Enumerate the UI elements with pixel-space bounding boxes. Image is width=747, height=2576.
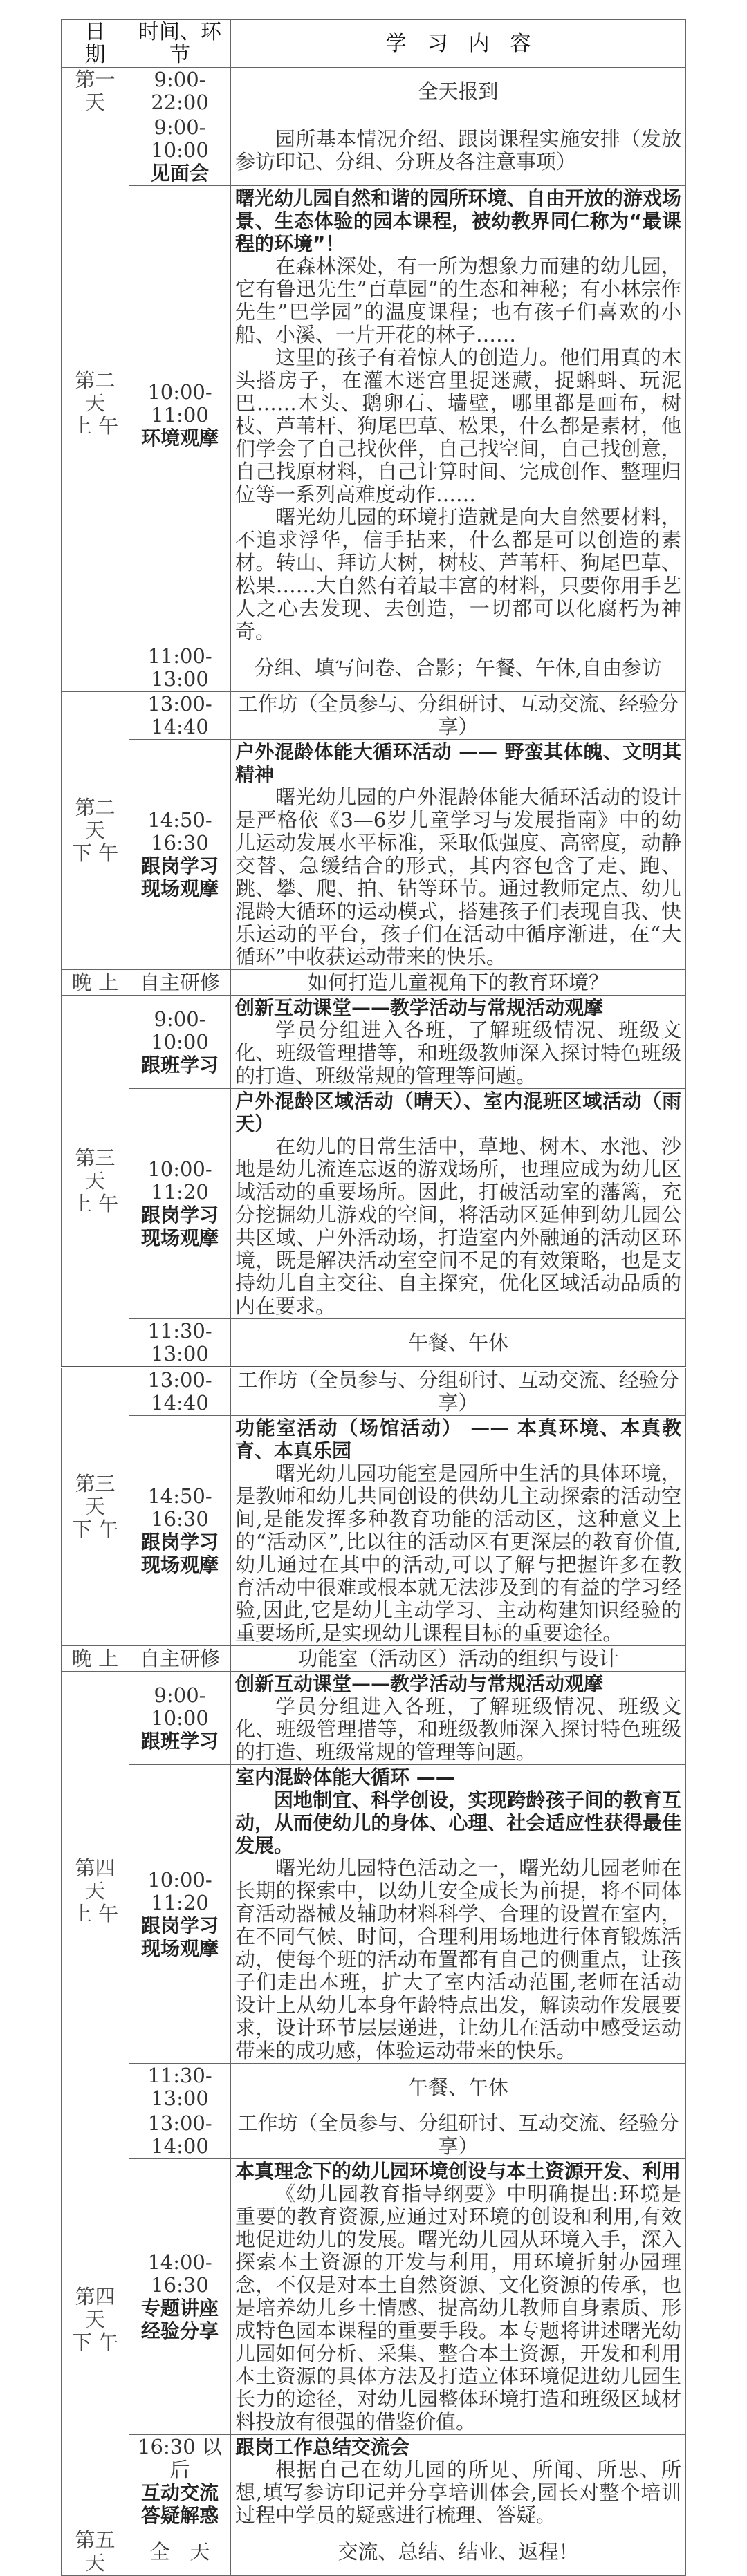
header-date: 日 期 bbox=[62, 20, 129, 68]
time-range: 11:30-13:00 bbox=[147, 1319, 212, 1365]
content-cell bbox=[231, 186, 686, 644]
session-type: 现场观摩 bbox=[140, 1936, 219, 1960]
time-cell bbox=[129, 692, 231, 740]
session-type: 专题讲座 bbox=[140, 2297, 219, 2320]
activity-highlight: 因地制宜、科学创设，实现跨龄孩子间的教育互动，从而使幼儿的身体、心理、社会适应性获得最佳发展。 bbox=[235, 1789, 681, 1857]
time-cell bbox=[129, 1319, 231, 1368]
date-cell bbox=[62, 2528, 129, 2576]
date-cell bbox=[62, 996, 129, 1368]
time-range: 自主研修 bbox=[139, 970, 220, 994]
content-cell bbox=[231, 115, 686, 186]
content-cell bbox=[231, 996, 686, 1089]
activity-description: 曙光幼儿园特色活动之一，曙光幼儿园老师在长期的探索中，以幼儿安全成长为前提，将不同体育活动器械及辅助材料科学、合理的设置在室内，在不同气候、时间，合理利用场地进行体育锻炼活动，使每个班的活动布置都有自己的侧重点，让孩子们走出本班，扩大了室内活动范围,老师在活动设计上从幼儿本身年龄特点出发，解读动作发展要求，设计环节层层递进，让幼儿在活动中感受运动带来的成功感，体验运动带来的快乐。 bbox=[235, 1856, 681, 2062]
date-label: 晚 上 bbox=[71, 970, 119, 994]
content-cell: 功能室（活动区）活动的组织与设计 bbox=[231, 1646, 686, 1672]
time-range: 14:50-16:30 bbox=[147, 1484, 212, 1531]
session-type: 经验分享 bbox=[140, 2320, 219, 2342]
time-cell bbox=[129, 1765, 231, 2064]
time-range: 14:50-16:30 bbox=[147, 808, 212, 855]
time-range: 9:00-10:00 bbox=[151, 115, 209, 162]
activity-title: 户外混龄区域活动（晴天）、室内混班区域活动（雨天） bbox=[235, 1090, 681, 1135]
session-type: 跟班学习 bbox=[140, 1053, 219, 1076]
time-cell bbox=[129, 1368, 231, 1416]
content-cell: 工作坊（全员参与、分组研讨、互动交流、经验分享） bbox=[231, 1368, 686, 1416]
time-cell bbox=[129, 2435, 231, 2528]
content-cell: 午餐、午休 bbox=[231, 2064, 686, 2111]
table-row bbox=[62, 970, 686, 996]
session-type: 互动交流 bbox=[140, 2481, 219, 2504]
time-range: 10:00-11:20 bbox=[147, 1867, 212, 1914]
session-type: 环境观摩 bbox=[140, 426, 219, 449]
date-label: 上 午 bbox=[71, 1902, 119, 1925]
activity-title: 本真理念下的幼儿园环境创设与本土资源开发、利用 bbox=[235, 2160, 681, 2183]
content-cell: 分组、填写问卷、合影；午餐、午休,自由参访 bbox=[231, 644, 686, 692]
time-range: 14:00-16:30 bbox=[147, 2250, 212, 2297]
date-label: 第一天 bbox=[75, 68, 116, 114]
table-row bbox=[62, 2064, 686, 2111]
time-cell bbox=[129, 740, 231, 970]
table-row bbox=[62, 996, 686, 1089]
table-row bbox=[62, 644, 686, 692]
time-cell bbox=[129, 1089, 231, 1319]
time-range: 自主研修 bbox=[139, 1646, 220, 1670]
time-cell bbox=[129, 1416, 231, 1646]
table-row bbox=[62, 2111, 686, 2159]
date-label: 上 午 bbox=[71, 1191, 119, 1215]
table-row bbox=[62, 2528, 686, 2576]
header-content: 学 习 内 容 bbox=[231, 20, 686, 68]
activity-description: 根据自己在幼儿园的所见、所闻、所思、所想,填写参访印记并分享培训体会,园长对整个培训过程中学员的疑惑进行梳理、答疑。 bbox=[235, 2458, 681, 2527]
date-label: 第二天 bbox=[75, 796, 116, 842]
time-range: 9:00-22:00 bbox=[151, 68, 209, 114]
table-row bbox=[62, 692, 686, 740]
date-label: 下 午 bbox=[71, 841, 119, 865]
date-label: 下 午 bbox=[71, 1518, 119, 1541]
table-row bbox=[62, 1089, 686, 1319]
date-label: 第三天 bbox=[75, 1472, 116, 1518]
date-label: 第四天 bbox=[75, 1856, 116, 1903]
time-cell bbox=[129, 996, 231, 1089]
date-cell bbox=[62, 1368, 129, 1646]
training-schedule-table bbox=[61, 19, 686, 2576]
activity-title: 功能室活动（场馆活动） —— 本真环境、本真教育、本真乐园 bbox=[235, 1417, 681, 1462]
date-cell bbox=[62, 1672, 129, 2111]
table-row bbox=[62, 1368, 686, 1416]
activity-title: 创新互动课堂——教学活动与常规活动观摩 bbox=[235, 1672, 604, 1695]
activity-title: 户外混龄体能大循环活动 —— 野蛮其体魄、文明其精神 bbox=[235, 740, 681, 786]
table-row bbox=[62, 115, 686, 186]
session-type: 见面会 bbox=[150, 162, 209, 185]
date-cell bbox=[62, 2111, 129, 2528]
table-row bbox=[62, 68, 686, 115]
activity-description: 这里的孩子有着惊人的创造力。他们用真的木头搭房子，在灌木迷宫里捉迷藏，捉蝌蚪、玩泥巴……木头、鹅卵石、墙壁，哪里都是画布，树枝、芦苇杆、狗尾巴草、松果，什么都是素材，他们学会了自己找伙伴，自己找空间，自己找创意，自己找原材料，自己计算时间、完成创作、整理归位等一系列高难度动作…… bbox=[235, 346, 681, 506]
header-time: 时间、环节 bbox=[129, 20, 231, 68]
date-cell bbox=[62, 68, 129, 115]
time-cell bbox=[129, 115, 231, 186]
table-row bbox=[62, 740, 686, 970]
time-range: 10:00-11:00 bbox=[147, 380, 212, 427]
content-cell bbox=[231, 740, 686, 970]
time-range: 全 天 bbox=[149, 2539, 210, 2564]
time-cell bbox=[129, 2159, 231, 2435]
time-range: 13:00-14:40 bbox=[147, 1368, 212, 1415]
time-cell bbox=[129, 970, 231, 996]
activity-title: 跟岗工作总结交流会 bbox=[235, 2436, 410, 2458]
content-cell bbox=[231, 1672, 686, 1765]
table-row bbox=[62, 1416, 686, 1646]
session-type: 现场观摩 bbox=[140, 1226, 219, 1249]
activity-description: 学员分组进入各班，了解班级情况、班级文化、班级管理措等，和班级教师深入探讨特色班级的打造、班级常规的管理等问题。 bbox=[235, 1018, 681, 1088]
date-cell bbox=[62, 970, 129, 996]
content-cell: 全天报到 bbox=[231, 68, 686, 115]
date-label: 晚 上 bbox=[71, 1646, 119, 1670]
time-range: 13:00-14:00 bbox=[147, 2111, 212, 2158]
time-range: 11:00-13:00 bbox=[147, 644, 212, 691]
table-row bbox=[62, 1646, 686, 1672]
table-row bbox=[62, 2159, 686, 2435]
session-type: 现场观摩 bbox=[140, 877, 219, 900]
date-label: 第二天 bbox=[75, 368, 116, 415]
time-range: 11:30-13:00 bbox=[147, 2064, 212, 2110]
session-type: 答疑解惑 bbox=[140, 2504, 219, 2527]
time-range: 10:00-11:20 bbox=[147, 1157, 212, 1204]
content-cell bbox=[231, 1416, 686, 1646]
table-row bbox=[62, 2435, 686, 2528]
activity-description: 曙光幼儿园的环境打造就是向大自然要材料，不追求浮华，信手拈来，什么都是可以创造的素材。转山、拜访大树，树枝、芦苇杆、狗尾巴草、松果……大自然有着最丰富的材料，只要你用手艺人之心去发现、去创造，一切都可以化腐朽为神奇。 bbox=[235, 505, 681, 643]
time-cell bbox=[129, 186, 231, 644]
table-row bbox=[62, 186, 686, 644]
time-cell bbox=[129, 1672, 231, 1765]
content-cell bbox=[231, 1765, 686, 2064]
session-type: 跟岗学习 bbox=[140, 1204, 219, 1226]
table-header-row bbox=[62, 20, 686, 68]
time-cell bbox=[129, 2528, 231, 2576]
date-label: 第四天 bbox=[75, 2284, 116, 2331]
date-cell bbox=[62, 692, 129, 970]
session-type: 跟岗学习 bbox=[140, 1531, 219, 1553]
content-cell bbox=[231, 2159, 686, 2435]
activity-description: 曙光幼儿园功能室是园所中生活的具体环境，是教师和幼儿共同创设的供幼儿主动探索的活动空间,是能发挥多种教育功能的活动区，这种意义上的“活动区”,比以往的活动区有更深层的教育价值,幼儿通过在其中的活动,可以了解与把握许多在教育活动中很难或根本就无法涉及到的有益的学习经验,因此,它是幼儿主动学习、主动构建知识经验的重要场所,是实现幼儿课程目标的重要途径。 bbox=[235, 1462, 681, 1645]
activity-highlight: 曙光幼儿园自然和谐的园所环境、自由开放的游戏场景、生态体验的园本课程，被幼教界同仁称为“最课程的环境”！ bbox=[235, 187, 681, 255]
session-type: 跟岗学习 bbox=[140, 855, 219, 877]
content-cell bbox=[231, 2435, 686, 2528]
session-type: 跟岗学习 bbox=[140, 1914, 219, 1937]
time-cell bbox=[129, 68, 231, 115]
date-cell bbox=[62, 115, 129, 692]
date-label: 第三天 bbox=[75, 1146, 116, 1193]
time-cell bbox=[129, 644, 231, 692]
table-row bbox=[62, 1765, 686, 2064]
table-row bbox=[62, 1319, 686, 1368]
date-cell bbox=[62, 1646, 129, 1672]
time-range: 16:30 以后 bbox=[138, 2435, 222, 2481]
activity-description: 在幼儿的日常生活中，草地、树木、水池、沙地是幼儿流连忘返的游戏场所，也理应成为幼儿区域活动的重要场所。因此，打破活动室的藩篱，充分挖掘幼儿游戏的空间，将活动区延伸到幼儿园公共区域、户外活动场，打造室内外融通的活动区环境，既是解决活动室空间不足的有效策略，也是支持幼儿自主交往、自主探究，优化区域活动品质的内在要求。 bbox=[235, 1135, 681, 1318]
session-type: 跟班学习 bbox=[140, 1729, 219, 1753]
content-cell: 工作坊（全员参与、分组研讨、互动交流、经验分享） bbox=[231, 692, 686, 740]
activity-title: 创新互动课堂——教学活动与常规活动观摩 bbox=[235, 996, 604, 1019]
time-cell bbox=[129, 2064, 231, 2111]
content-cell: 交流、总结、结业、返程！ bbox=[231, 2528, 686, 2576]
time-range: 13:00-14:40 bbox=[147, 692, 212, 738]
content-cell: 如何打造儿童视角下的教育环境？ bbox=[231, 970, 686, 996]
date-label: 第五天 bbox=[75, 2528, 116, 2575]
activity-description: 《幼儿园教育指导纲要》中明确提出:环境是重要的教育资源,应通过对环境的创设和利用,有效地促进幼儿的发展。曙光幼儿园从环境入手，深入探索本土资源的开发与利用，用环境折射办园理念，不仅是对本土自然资源、文化资源的传承，也是培养幼儿乡土情感、提高幼儿教师自身素质、形成特色园本课程的重要手段。本专题将讲述曙光幼儿园如何分析、采集、整合本土资源，开发和利用本土资源的具体方法及打造立体环境促进幼儿园生长力的途径，对幼儿园整体环境打造和班级区域材料投放有很强的借鉴价值。 bbox=[235, 2182, 681, 2434]
time-cell bbox=[129, 2111, 231, 2159]
date-label: 上 午 bbox=[71, 414, 119, 438]
content-cell: 午餐、午休 bbox=[231, 1319, 686, 1368]
time-range: 9:00-10:00 bbox=[151, 1683, 209, 1730]
schedule-body bbox=[62, 68, 686, 2576]
date-label: 下 午 bbox=[71, 2330, 119, 2354]
table-row bbox=[62, 1672, 686, 1765]
time-range: 9:00-10:00 bbox=[151, 1007, 209, 1054]
activity-description: 曙光幼儿园的户外混龄体能大循环活动的设计是严格依《3—6岁儿童学习与发展指南》中的幼儿运动发展水平标准，采取低强度、高密度，动静交替、急缓结合的形式，其内容包含了走、跑、跳、攀、爬、拍、钻等环节。通过教师定点、幼儿混龄大循环的运动模式，搭建孩子们表现自我、快乐运动的平台，孩子们在活动中循序渐进，在“大循环”中收获运动带来的快乐。 bbox=[235, 785, 681, 969]
activity-description: 园所基本情况介绍、跟岗课程实施安排（发放参访印记、分组、分班及各注意事项） bbox=[235, 127, 681, 174]
time-cell bbox=[129, 1646, 231, 1672]
session-type: 现场观摩 bbox=[140, 1553, 219, 1576]
activity-description: 在森林深处，有一所为想象力而建的幼儿园，它有鲁迅先生”百草园”的生态和神秘；有小林宗作先生”巴学园”的温度课程；也有孩子们喜欢的小船、小溪、一片开花的林子…… bbox=[235, 254, 681, 346]
content-cell bbox=[231, 1089, 686, 1319]
activity-title: 室内混龄体能大循环 —— bbox=[235, 1766, 455, 1789]
activity-description: 学员分组进入各班，了解班级情况、班级文化、班级管理措等，和班级教师深入探讨特色班级的打造、班级常规的管理等问题。 bbox=[235, 1695, 681, 1764]
content-cell: 工作坊（全员参与、分组研讨、互动交流、经验分享） bbox=[231, 2111, 686, 2159]
